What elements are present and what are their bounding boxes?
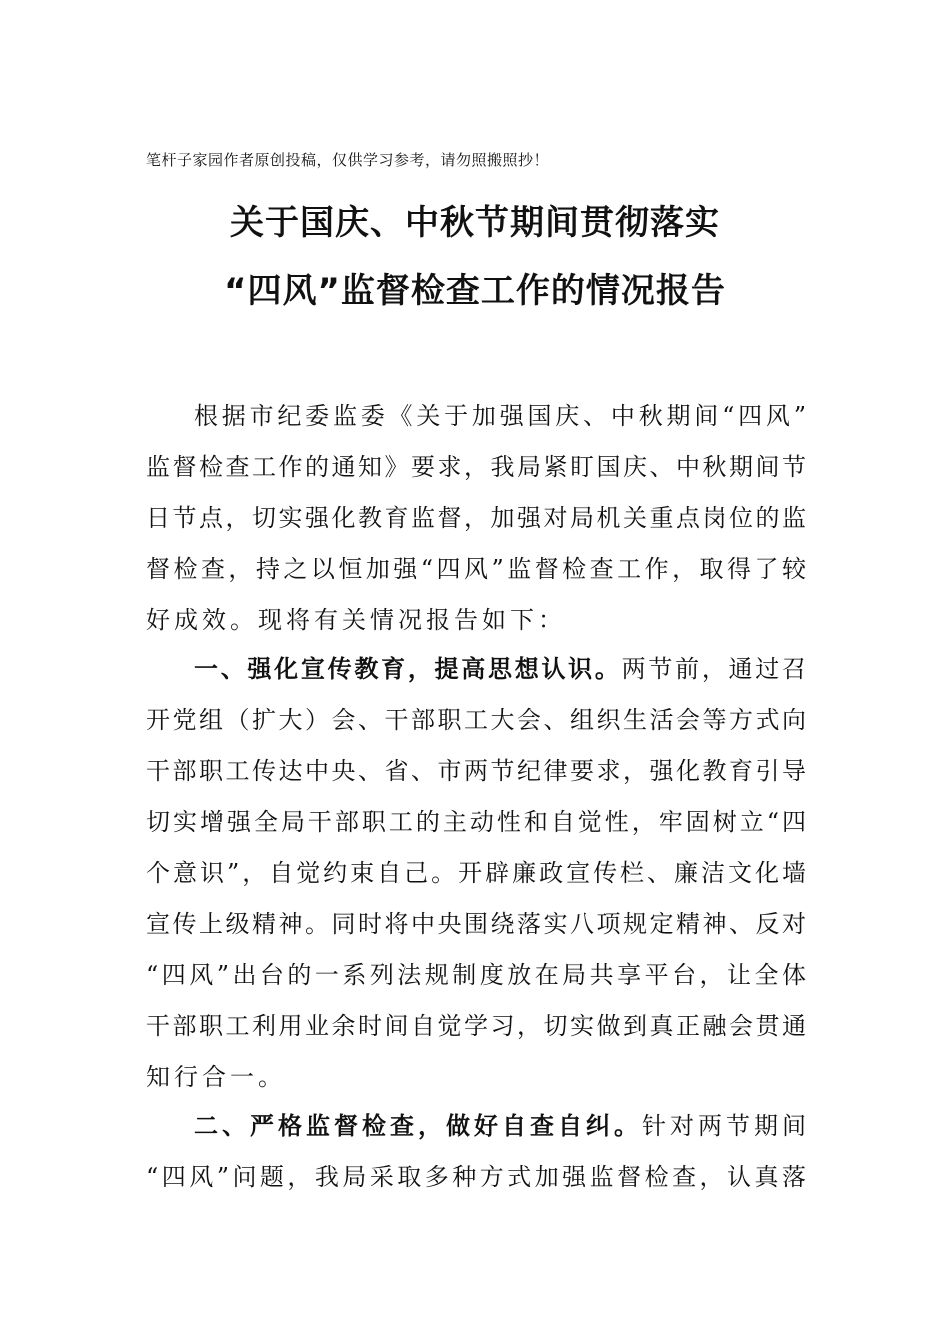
paragraph-2-line-4: 切实增强全局干部职工的主动性和自觉性，牢固树立“四 (146, 808, 806, 836)
paragraph-2-line-2: 开党组（扩大）会、干部职工大会、组织生活会等方式向 (146, 706, 806, 734)
section-1-first-line-text: 两节前，通过召 (621, 655, 807, 683)
section-2-first-line-text: 针对两节期间 (642, 1112, 806, 1140)
document-title-line-1: 关于国庆、中秋节期间贯彻落实 (230, 203, 720, 243)
paragraph-1-line-5: 好成效。现将有关情况报告如下： (146, 606, 566, 634)
section-1-heading: 一、强化宣传教育，提高思想认识。 (194, 655, 622, 683)
paragraph-2-line-5: 个意识”，自觉约束自己。开辟廉政宣传栏、廉洁文化墙 (146, 859, 806, 887)
paragraph-3-line-2: “四风”问题，我局采取多种方式加强监督检查，认真落 (146, 1163, 806, 1191)
paragraph-1-line-1: 根据市纪委监委《关于加强国庆、中秋期间“四风” (194, 402, 806, 430)
paragraph-2-line-9: 知行合一。 (146, 1063, 286, 1091)
copyright-note: 笔杆子家园作者原创投稿，仅供学习参考，请勿照搬照抄！ (146, 151, 550, 169)
paragraph-2-line-8: 干部职工利用业余时间自觉学习，切实做到真正融会贯通 (146, 1012, 806, 1040)
paragraph-1-line-2: 监督检查工作的通知》要求，我局紧盯国庆、中秋期间节 (146, 453, 806, 481)
paragraph-2-line-6: 宣传上级精神。同时将中央围绕落实八项规定精神、反对 (146, 910, 806, 938)
paragraph-2-line-7: “四风”出台的一系列法规制度放在局共享平台，让全体 (146, 961, 806, 989)
paragraph-3-line-1 (194, 1110, 806, 1142)
document-title-line-2: “四风”监督检查工作的情况报告 (224, 271, 726, 311)
paragraph-2-line-3: 干部职工传达中央、省、市两节纪律要求，强化教育引导 (146, 757, 806, 785)
paragraph-1-line-4: 督检查，持之以恒加强“四风”监督检查工作，取得了较 (146, 555, 806, 583)
paragraph-2-line-1 (194, 653, 806, 685)
section-2-heading: 二、严格监督检查，做好自查自纠。 (194, 1112, 642, 1140)
paragraph-1-line-3: 日节点，切实强化教育监督，加强对局机关重点岗位的监 (146, 504, 806, 532)
